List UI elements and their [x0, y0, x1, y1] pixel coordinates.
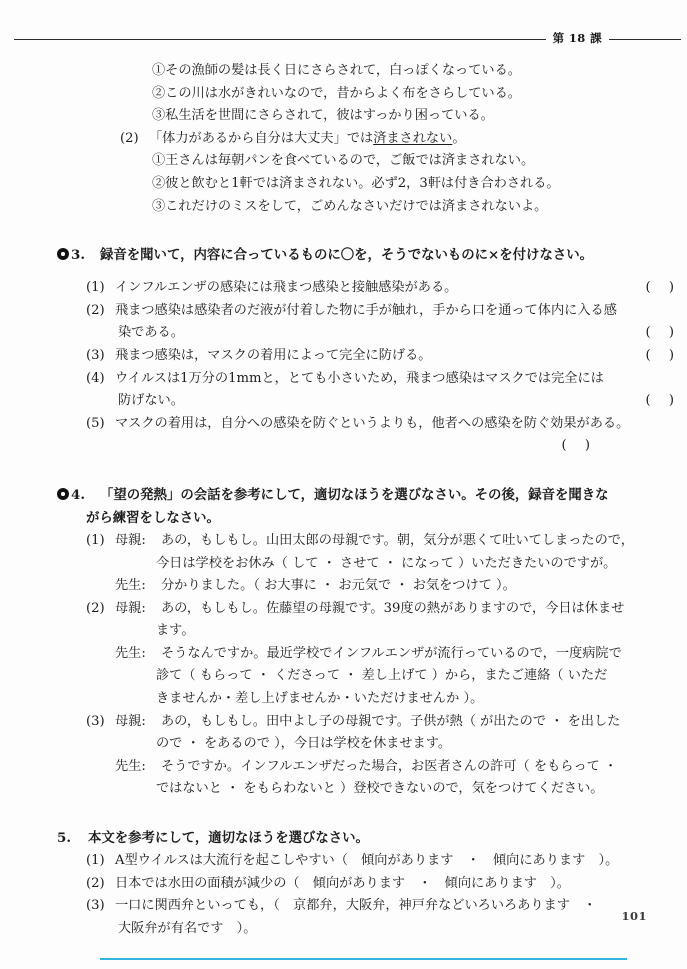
running-header — [14, 28, 681, 50]
continued-examples — [0, 60, 687, 128]
spacer — [0, 801, 687, 827]
dialog-turn — [0, 598, 687, 621]
header-rule-left — [14, 39, 546, 40]
dialog-number: (3) — [86, 713, 105, 729]
dialog-turn — [0, 756, 687, 779]
list-item — [0, 873, 687, 896]
example-sentence: ③私生活を世間にさらされて，彼はすっかり困っている。 — [152, 108, 494, 124]
section-3-number: 3. — [71, 247, 85, 264]
list-item-continuation — [0, 918, 687, 941]
dialog-text: 今日は学校をお休み（ して ・ させて ・ になって ）いただきたいのですが。 — [156, 555, 617, 571]
item-text: A型ウイルスは大流行を起こしやすい（ 傾向があります ・ 傾向にあります ）。 — [115, 853, 619, 869]
section-5-heading — [0, 827, 687, 850]
list-item-continuation — [0, 322, 687, 345]
bottom-accent-rule — [100, 958, 627, 960]
section-4-number: 4. — [71, 486, 85, 503]
example-sentence: ①王さんは毎朝パンを食べているので，ご飯では済まされない。 — [152, 153, 535, 169]
section-3-heading — [0, 244, 687, 267]
dialog-text: 診て（ もらって ・ くださって ・ 差し上げて ）から，またご連絡（ いただ — [156, 668, 608, 684]
page-number: 101 — [621, 909, 647, 923]
spacer — [0, 218, 687, 244]
dialog-turn-continuation — [0, 733, 687, 756]
dialog-turn-continuation — [0, 553, 687, 576]
dialog-number: (2) — [86, 600, 105, 616]
subitem-2 — [0, 128, 687, 218]
section-4-heading — [0, 484, 687, 507]
chapter-label: 第 18 課 — [552, 31, 602, 46]
answer-blank[interactable]: ( ) — [645, 393, 681, 409]
speaker-label: 先生: — [115, 645, 146, 661]
list-item — [0, 368, 687, 391]
answer-blank[interactable]: ( ) — [561, 438, 597, 454]
item-number: (4) — [86, 370, 105, 386]
dialog-text: あの，もしもし。山田太郎の母親です。朝，気分が悪くて吐いてしまったので， — [161, 532, 634, 548]
dialog-text: ではないと ・ をもらわないと ）登校できないので，気をつけてください。 — [156, 781, 604, 797]
item-number: (1) — [86, 853, 105, 869]
section-5 — [0, 827, 687, 940]
item-text: 飛まつ感染は，マスクの着用によって完全に防げる。 — [115, 347, 432, 363]
subitem-2-tail: 。 — [452, 130, 466, 146]
spacer — [0, 458, 687, 484]
example-sentence: ①その漁師の髪は長く日にさらされて，白っぽくなっている。 — [152, 63, 521, 78]
list-item — [0, 895, 687, 918]
item-text: 大阪弁が有名です ）。 — [118, 920, 257, 936]
item-number: (2) — [86, 875, 105, 891]
item-number: (3) — [86, 898, 105, 914]
spacer — [0, 267, 687, 277]
subitem-2-heading — [0, 128, 687, 151]
dialog-turn — [0, 575, 687, 598]
item-text: 一口に関西弁といっても，（ 京都弁，大阪弁，神戸弁などいろいろあります ・ — [115, 898, 597, 914]
answer-blank[interactable]: ( ) — [645, 347, 681, 363]
item-number: (1) — [86, 280, 105, 296]
dialog-turn — [0, 711, 687, 734]
speaker-label: 先生: — [115, 758, 146, 774]
subitem-2-lead: 「体力があるから自分は大丈夫」では — [149, 130, 374, 146]
item-number: (5) — [86, 415, 105, 431]
dialog-text: そうなんですか。最近学校でインフルエンザが流行っているので，一度病院で — [161, 645, 622, 661]
speaker-label: 母親: — [115, 600, 146, 616]
item-text: 飛まつ感染は感染者のだ液が付着した物に手が触れ，手から口を通って体内に入る感 — [115, 302, 617, 318]
example-sentence: ②彼と飲むと1軒では済まされない。必ず2，3軒は付き合わされる。 — [152, 175, 560, 191]
subitem-2-number: (2) — [120, 130, 139, 146]
cd-icon — [57, 488, 69, 500]
speaker-label: 母親: — [115, 532, 146, 548]
speaker-label: 先生: — [115, 578, 146, 594]
item-text: 日本では水田の面積が減少の（ 傾向があります ・ 傾向にあります ）。 — [115, 875, 570, 891]
dialog-text: 分かりました。（ お大事に ・ お元気で ・ お気をつけて ）。 — [161, 578, 516, 594]
answer-blank[interactable]: ( ) — [645, 280, 681, 296]
section-4-heading-text: 「望の発熱」の会話を参考にして，適切なほうを選びなさい。その後，録音を聞きな — [100, 486, 609, 503]
list-item — [0, 277, 687, 300]
answer-blank[interactable]: ( ) — [645, 325, 681, 341]
answer-blank-row — [0, 435, 687, 458]
section-3-heading-text: 録音を聞いて，内容に合っているものに〇を，そうでないものに×を付けなさい。 — [100, 247, 594, 264]
dialog-text: あの，もしもし。田中よし子の母親です。子供が熱（ が出たので ・ を出した — [161, 713, 621, 729]
dialog-text: ます。 — [156, 623, 195, 639]
item-text: インフルエンザの感染には飛まつ感染と接触感染がある。 — [115, 280, 458, 296]
cd-icon — [57, 248, 69, 260]
dialog-turn-continuation — [0, 778, 687, 801]
list-item — [0, 850, 687, 873]
dialog-turn-continuation — [0, 665, 687, 688]
speaker-label: 母親: — [115, 713, 146, 729]
item-text: 防げない。 — [118, 393, 184, 409]
dialog-turn — [0, 643, 687, 666]
dialog-text: ので ・ をあるので ），今日は学校を休ませます。 — [156, 736, 452, 752]
section-3 — [0, 244, 687, 458]
section-4-heading-text-2: がら練習をしなさい。 — [86, 509, 220, 526]
dialog-text: そうですか。インフルエンザだった場合，お医者さんの許可（ をもらって ・ — [161, 758, 618, 774]
page-content — [0, 60, 687, 940]
item-number: (3) — [86, 347, 105, 363]
dialog-text: きませんか・差し上げませんか・いただけませんか ）。 — [156, 691, 484, 707]
dialog-turn — [0, 530, 687, 553]
header-rule-right — [609, 39, 681, 40]
example-sentence: ③これだけのミスをして，ごめんなさいだけでは済まされないよ。 — [152, 198, 548, 214]
subitem-2-underlined: 済まされない — [373, 130, 453, 146]
example-sentence: ②この川は水がきれいなので，昔からよく布をさらしている。 — [152, 85, 521, 101]
item-text: マスクの着用は，自分への感染を防ぐというよりも，他者への感染を防ぐ効果がある。 — [115, 415, 630, 431]
dialog-turn-continuation — [0, 688, 687, 711]
list-item — [0, 413, 687, 436]
section-5-heading-text: 本文を参考にして，適切なほうを選びなさい。 — [88, 830, 369, 847]
dialog-number: (1) — [86, 532, 105, 548]
section-5-number: 5. — [57, 830, 71, 847]
list-item — [0, 345, 687, 368]
section-4 — [0, 484, 687, 801]
item-text: ウイルスは1万分の1mmと，とても小さいため，飛まつ感染はマスクでは完全には — [115, 370, 604, 386]
list-item — [0, 300, 687, 323]
item-text: 染である。 — [118, 325, 184, 341]
dialog-turn-continuation — [0, 620, 687, 643]
item-number: (2) — [86, 302, 105, 318]
dialog-text: あの，もしもし。佐藤望の母親です。39度の熱がありますので，今日は休ませ — [161, 600, 625, 616]
list-item-continuation — [0, 390, 687, 413]
